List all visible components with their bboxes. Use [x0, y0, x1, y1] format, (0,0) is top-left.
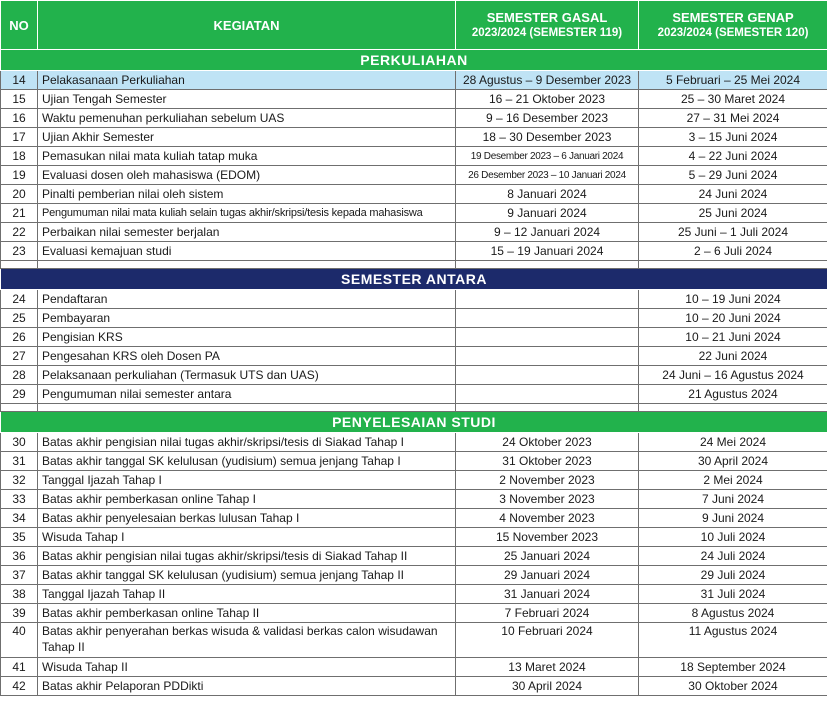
row-number: 21	[1, 204, 38, 223]
table-row	[1, 547, 827, 566]
row-semester-gasal: 25 Januari 2024	[456, 547, 639, 566]
row-number: 25	[1, 309, 38, 328]
row-semester-genap: 8 Agustus 2024	[639, 604, 827, 623]
header-semester-genap	[639, 1, 827, 50]
row-semester-gasal	[456, 328, 639, 347]
row-kegiatan: Batas akhir pemberkasan online Tahap II	[38, 604, 456, 623]
row-semester-gasal	[456, 347, 639, 366]
table-row	[1, 147, 827, 166]
table-row	[1, 385, 827, 404]
row-kegiatan: Evaluasi kemajuan studi	[38, 242, 456, 261]
spacer-cell	[456, 404, 639, 412]
header-genap-sub: 2023/2024 (SEMESTER 120)	[657, 27, 809, 39]
row-semester-gasal: 26 Desember 2023 – 10 Januari 2024	[456, 166, 639, 185]
row-number: 18	[1, 147, 38, 166]
table-row	[1, 166, 827, 185]
row-number: 29	[1, 385, 38, 404]
row-semester-genap: 10 – 21 Juni 2024	[639, 328, 827, 347]
row-number: 41	[1, 658, 38, 677]
spacer-row	[1, 261, 827, 269]
row-kegiatan: Batas akhir pengisian nilai tugas akhir/skripsi/tesis di Siakad Tahap I	[38, 433, 456, 452]
section-row-antara	[1, 269, 827, 290]
row-kegiatan: Pemasukan nilai mata kuliah tatap muka	[38, 147, 456, 166]
row-semester-gasal: 8 Januari 2024	[456, 185, 639, 204]
row-semester-genap: 24 Juli 2024	[639, 547, 827, 566]
spacer-cell	[1, 261, 38, 269]
row-number: 32	[1, 471, 38, 490]
section-title: PENYELESAIAN STUDI	[1, 412, 827, 433]
row-semester-gasal: 9 – 16 Desember 2023	[456, 109, 639, 128]
spacer-cell	[38, 261, 456, 269]
table-row	[1, 604, 827, 623]
row-number: 24	[1, 290, 38, 309]
row-semester-genap: 30 Oktober 2024	[639, 677, 827, 696]
row-semester-genap: 22 Juni 2024	[639, 347, 827, 366]
header-semester-gasal	[456, 1, 639, 50]
row-semester-genap: 2 Mei 2024	[639, 471, 827, 490]
spacer-cell	[639, 404, 827, 412]
row-semester-genap: 3 – 15 Juni 2024	[639, 128, 827, 147]
row-semester-genap: 25 Juni 2024	[639, 204, 827, 223]
section-title: PERKULIAHAN	[1, 50, 827, 71]
header-genap-title: SEMESTER GENAP	[672, 10, 794, 25]
row-semester-genap: 11 Agustus 2024	[639, 623, 827, 658]
row-semester-genap: 24 Juni 2024	[639, 185, 827, 204]
row-semester-genap: 4 – 22 Juni 2024	[639, 147, 827, 166]
row-kegiatan: Ujian Akhir Semester	[38, 128, 456, 147]
row-semester-gasal	[456, 309, 639, 328]
row-kegiatan: Batas akhir pengisian nilai tugas akhir/skripsi/tesis di Siakad Tahap II	[38, 547, 456, 566]
header-gasal-sub: 2023/2024 (SEMESTER 119)	[471, 27, 623, 39]
spacer-row	[1, 404, 827, 412]
row-semester-gasal	[456, 366, 639, 385]
row-kegiatan: Tanggal Ijazah Tahap I	[38, 471, 456, 490]
row-semester-gasal: 10 Februari 2024	[456, 623, 639, 658]
row-semester-gasal: 18 – 30 Desember 2023	[456, 128, 639, 147]
row-kegiatan: Batas akhir Pelaporan PDDikti	[38, 677, 456, 696]
row-semester-genap: 30 April 2024	[639, 452, 827, 471]
row-semester-gasal: 3 November 2023	[456, 490, 639, 509]
table-row	[1, 490, 827, 509]
row-number: 38	[1, 585, 38, 604]
row-semester-genap: 5 – 29 Juni 2024	[639, 166, 827, 185]
row-kegiatan: Batas akhir penyerahan berkas wisuda & validasi berkas calon wisudawan Tahap II	[38, 623, 456, 658]
row-number: 40	[1, 623, 38, 658]
row-number: 16	[1, 109, 38, 128]
row-kegiatan: Pendaftaran	[38, 290, 456, 309]
section-row-perkuliahan	[1, 50, 827, 71]
row-kegiatan: Wisuda Tahap I	[38, 528, 456, 547]
spacer-cell	[1, 404, 38, 412]
table-row	[1, 71, 827, 90]
row-semester-gasal: 2 November 2023	[456, 471, 639, 490]
row-number: 27	[1, 347, 38, 366]
table-row	[1, 185, 827, 204]
row-semester-gasal: 30 April 2024	[456, 677, 639, 696]
row-semester-gasal: 29 Januari 2024	[456, 566, 639, 585]
row-number: 31	[1, 452, 38, 471]
row-kegiatan: Batas akhir tanggal SK kelulusan (yudisium) semua jenjang Tahap I	[38, 452, 456, 471]
row-kegiatan: Pengesahan KRS oleh Dosen PA	[38, 347, 456, 366]
row-kegiatan: Pengumuman nilai semester antara	[38, 385, 456, 404]
table-row	[1, 509, 827, 528]
spacer-cell	[456, 261, 639, 269]
row-semester-genap: 7 Juni 2024	[639, 490, 827, 509]
section-row-penyelesaian	[1, 412, 827, 433]
row-kegiatan: Wisuda Tahap II	[38, 658, 456, 677]
table-row	[1, 128, 827, 147]
row-number: 33	[1, 490, 38, 509]
row-number: 39	[1, 604, 38, 623]
row-semester-gasal: 4 November 2023	[456, 509, 639, 528]
row-semester-gasal: 31 Oktober 2023	[456, 452, 639, 471]
table-row	[1, 585, 827, 604]
row-semester-genap: 31 Juli 2024	[639, 585, 827, 604]
row-number: 42	[1, 677, 38, 696]
row-kegiatan: Batas akhir pemberkasan online Tahap I	[38, 490, 456, 509]
row-kegiatan: Pengumuman nilai mata kuliah selain tugas akhir/skripsi/tesis kepada mahasiswa	[38, 204, 456, 223]
row-semester-genap: 24 Juni – 16 Agustus 2024	[639, 366, 827, 385]
table-row	[1, 90, 827, 109]
row-number: 35	[1, 528, 38, 547]
table-row	[1, 677, 827, 696]
table-row	[1, 204, 827, 223]
row-kegiatan: Pinalti pemberian nilai oleh sistem	[38, 185, 456, 204]
row-kegiatan: Pengisian KRS	[38, 328, 456, 347]
row-kegiatan: Pelaksanaan perkuliahan (Termasuk UTS dan UAS)	[38, 366, 456, 385]
row-kegiatan: Batas akhir tanggal SK kelulusan (yudisium) semua jenjang Tahap II	[38, 566, 456, 585]
row-number: 14	[1, 71, 38, 90]
row-semester-genap: 25 Juni – 1 Juli 2024	[639, 223, 827, 242]
table-row	[1, 223, 827, 242]
table-header-row	[1, 1, 827, 50]
header-kegiatan: KEGIATAN	[38, 1, 456, 50]
table-row	[1, 328, 827, 347]
row-kegiatan: Tanggal Ijazah Tahap II	[38, 585, 456, 604]
row-semester-genap: 24 Mei 2024	[639, 433, 827, 452]
row-number: 30	[1, 433, 38, 452]
row-semester-genap: 29 Juli 2024	[639, 566, 827, 585]
row-number: 26	[1, 328, 38, 347]
table-row	[1, 347, 827, 366]
row-number: 23	[1, 242, 38, 261]
row-semester-gasal: 13 Maret 2024	[456, 658, 639, 677]
row-semester-gasal: 15 November 2023	[456, 528, 639, 547]
row-semester-gasal: 9 Januari 2024	[456, 204, 639, 223]
row-semester-genap: 10 – 20 Juni 2024	[639, 309, 827, 328]
table-row	[1, 433, 827, 452]
table-row	[1, 566, 827, 585]
row-semester-genap: 18 September 2024	[639, 658, 827, 677]
table-row	[1, 290, 827, 309]
table-row	[1, 471, 827, 490]
row-kegiatan: Perbaikan nilai semester berjalan	[38, 223, 456, 242]
row-number: 34	[1, 509, 38, 528]
row-semester-genap: 27 – 31 Mei 2024	[639, 109, 827, 128]
row-number: 22	[1, 223, 38, 242]
row-number: 19	[1, 166, 38, 185]
row-semester-genap: 5 Februari – 25 Mei 2024	[639, 71, 827, 90]
row-semester-gasal: 28 Agustus – 9 Desember 2023	[456, 71, 639, 90]
row-number: 20	[1, 185, 38, 204]
row-semester-genap: 25 – 30 Maret 2024	[639, 90, 827, 109]
row-semester-genap: 9 Juni 2024	[639, 509, 827, 528]
row-semester-gasal: 9 – 12 Januari 2024	[456, 223, 639, 242]
row-semester-genap: 2 – 6 Juli 2024	[639, 242, 827, 261]
row-number: 37	[1, 566, 38, 585]
table-row	[1, 309, 827, 328]
row-semester-gasal: 24 Oktober 2023	[456, 433, 639, 452]
table-row	[1, 242, 827, 261]
row-number: 17	[1, 128, 38, 147]
spacer-cell	[38, 404, 456, 412]
row-kegiatan: Waktu pemenuhan perkuliahan sebelum UAS	[38, 109, 456, 128]
row-semester-genap: 21 Agustus 2024	[639, 385, 827, 404]
row-kegiatan: Batas akhir penyelesaian berkas lulusan Tahap I	[38, 509, 456, 528]
header-no: NO	[1, 1, 38, 50]
row-kegiatan: Pelakasanaan Perkuliahan	[38, 71, 456, 90]
table-row	[1, 623, 827, 658]
table-row	[1, 109, 827, 128]
table-row	[1, 528, 827, 547]
row-semester-gasal: 15 – 19 Januari 2024	[456, 242, 639, 261]
row-semester-gasal: 7 Februari 2024	[456, 604, 639, 623]
spacer-cell	[639, 261, 827, 269]
row-kegiatan: Ujian Tengah Semester	[38, 90, 456, 109]
table-row	[1, 452, 827, 471]
header-gasal-title: SEMESTER GASAL	[486, 10, 608, 25]
row-kegiatan: Pembayaran	[38, 309, 456, 328]
row-semester-genap: 10 Juli 2024	[639, 528, 827, 547]
row-number: 36	[1, 547, 38, 566]
row-kegiatan: Evaluasi dosen oleh mahasiswa (EDOM)	[38, 166, 456, 185]
row-semester-genap: 10 – 19 Juni 2024	[639, 290, 827, 309]
row-semester-gasal: 16 – 21 Oktober 2023	[456, 90, 639, 109]
row-semester-gasal: 19 Desember 2023 – 6 Januari 2024	[456, 147, 639, 166]
table-row	[1, 366, 827, 385]
row-semester-gasal	[456, 385, 639, 404]
row-semester-gasal: 31 Januari 2024	[456, 585, 639, 604]
row-number: 15	[1, 90, 38, 109]
section-title: SEMESTER ANTARA	[1, 269, 827, 290]
table-row	[1, 658, 827, 677]
row-semester-gasal	[456, 290, 639, 309]
row-number: 28	[1, 366, 38, 385]
